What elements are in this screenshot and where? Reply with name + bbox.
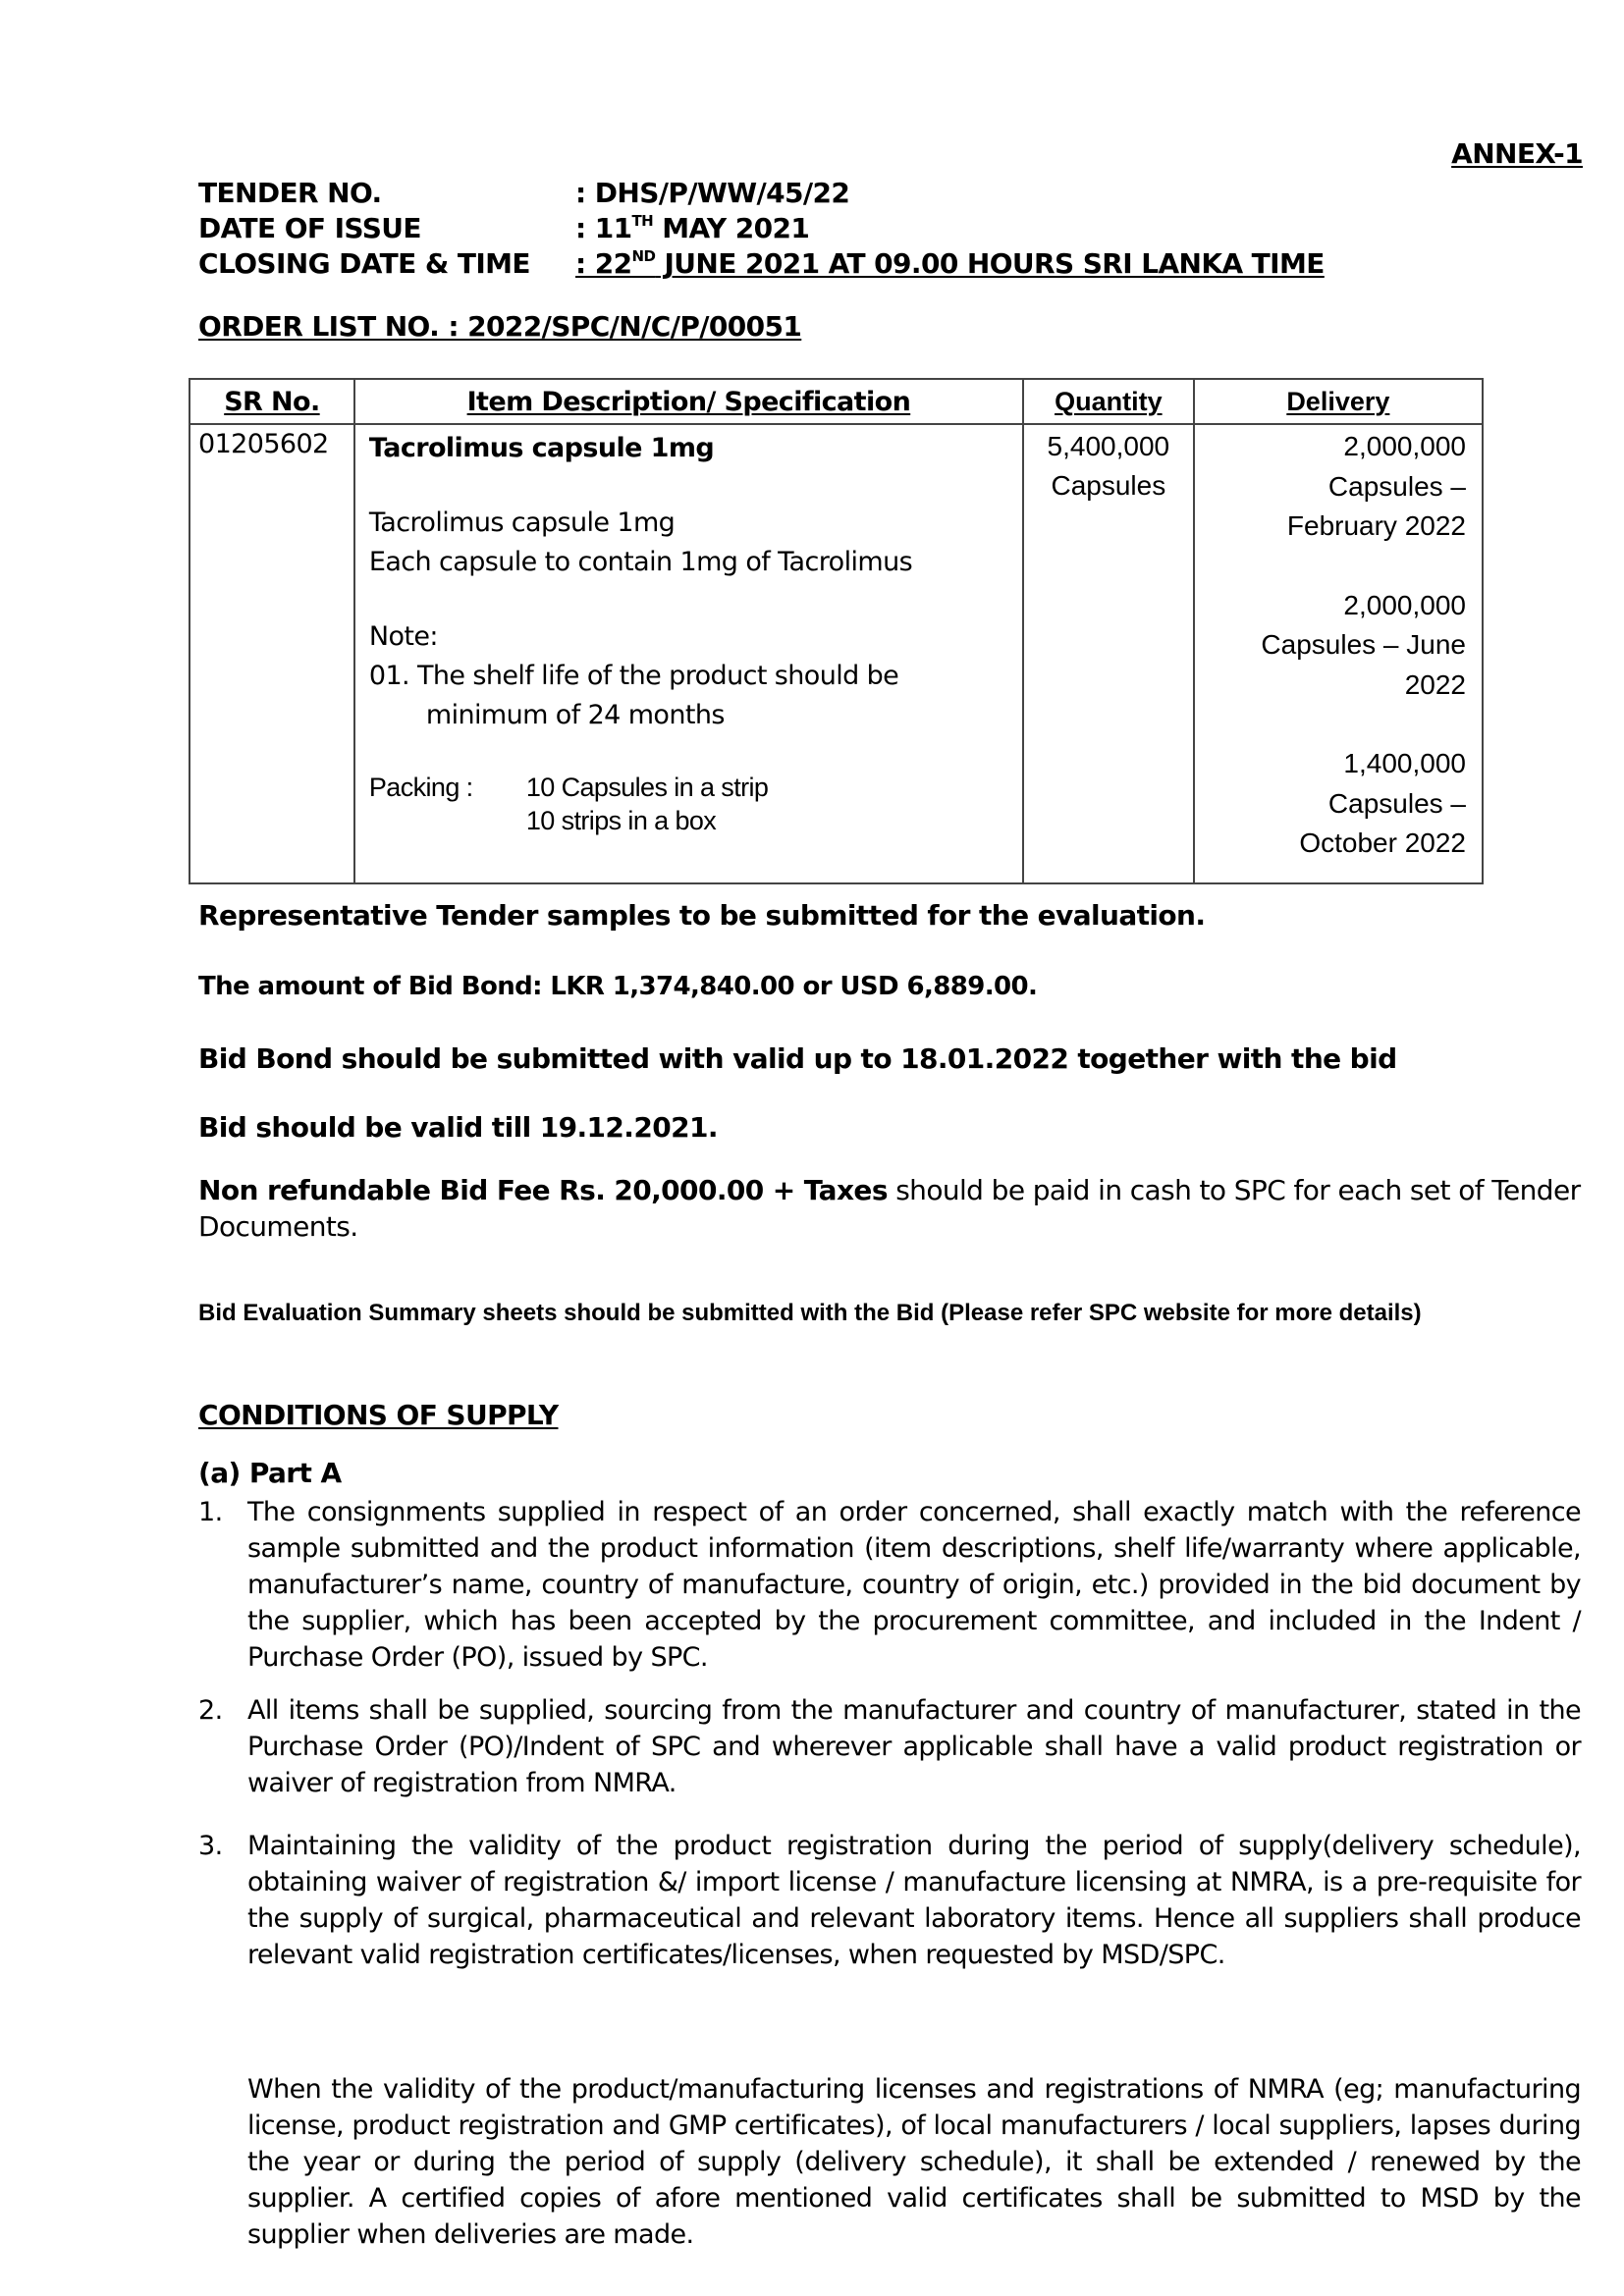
date-of-issue-value: : 11TH MAY 2021 xyxy=(575,212,810,244)
sr-no-cell: 01205602 xyxy=(189,424,354,883)
description-line: Each capsule to contain 1mg of Tacrolimus xyxy=(368,547,913,577)
quantity-value: 5,400,000 xyxy=(1047,431,1170,461)
quantity-cell xyxy=(1023,424,1194,883)
closing-date-row xyxy=(198,247,1325,280)
date-of-issue-label: DATE OF ISSUE xyxy=(198,212,421,244)
bid-bond-validity: Bid Bond should be submitted with valid up to 18.01.2022 together with the bid xyxy=(198,1042,1397,1075)
annex-label: ANNEX-1 xyxy=(1451,137,1583,170)
bid-bond-amount: The amount of Bid Bond: LKR 1,374,840.00 or USD 6,889.00. xyxy=(198,972,1038,1001)
part-a-heading: (a) Part A xyxy=(198,1457,342,1489)
item-title: Tacrolimus capsule 1mg xyxy=(368,433,715,463)
bid-fee-amount: Non refundable Bid Fee Rs. 20,000.00 + Taxes xyxy=(198,1174,888,1206)
item-description-cell xyxy=(354,424,1023,883)
bid-fee-text: should be paid in cash to SPC for each set of Tender Documents. xyxy=(198,1174,1581,1243)
note-item: 01. The shelf life of the product should be xyxy=(368,661,899,691)
table-row xyxy=(189,424,1483,883)
column-header-quantity: Quantity xyxy=(1023,379,1194,424)
condition-item: 2. All items shall be supplied, sourcing from the manufacturer and country of manufacturer, stated in the Purchase Order (PO)/Indent of SPC and wherever applicable shall have a valid product registration or waiver of registration from NMRA. xyxy=(198,1695,1581,1798)
quantity-unit: Capsules xyxy=(1051,470,1166,501)
condition-3-continuation: When the validity of the product/manufacturing licenses and registrations of NMRA (eg; manufacturing license, product registration and GMP certificates), of local manufacturers / local suppliers, lapses during the year or during the period of supply (delivery schedule), it shall be extended / renewed by the supplier. A certified copies of afore mentioned valid certificates shall be submitted to MSD by the supplier when deliveries are made. xyxy=(247,2074,1581,2250)
date-of-issue-row xyxy=(198,212,809,244)
samples-notice: Representative Tender samples to be submitted for the evaluation. xyxy=(198,899,1206,932)
packing-line: 10 Capsules in a strip xyxy=(525,773,769,802)
delivery-schedule-item: 2,000,000 Capsules – February 2022 xyxy=(1286,431,1466,541)
packing-info xyxy=(369,771,1022,837)
column-header-item-description: Item Description/ Specification xyxy=(354,379,1023,424)
tender-no-value: : DHS/P/WW/45/22 xyxy=(575,177,850,209)
table-header-row xyxy=(189,379,1483,424)
description-line: Tacrolimus capsule 1mg xyxy=(368,507,676,538)
evaluation-summary-notice: Bid Evaluation Summary sheets should be submitted with the Bid (Please refer SPC website for more details) xyxy=(198,1300,1422,1326)
column-header-sr-no: SR No. xyxy=(189,379,354,424)
conditions-title: CONDITIONS OF SUPPLY xyxy=(198,1399,559,1431)
tender-no-row xyxy=(198,177,849,209)
packing-label: Packing : xyxy=(368,773,473,802)
note-label: Note: xyxy=(368,621,438,652)
note-item-continuation: minimum of 24 months xyxy=(425,700,725,730)
order-list-number: ORDER LIST NO. : 2022/SPC/N/C/P/00051 xyxy=(198,310,802,343)
closing-date-label: CLOSING DATE & TIME xyxy=(198,247,530,280)
delivery-schedule-item: 2,000,000 Capsules – June 2022 xyxy=(1261,589,1466,700)
condition-item: 1. The consignments supplied in respect of an order concerned, shall exactly match with the reference sample submitted and the product information (item descriptions, shelf life/warranty where applicable, manufacturer’s name, country of manufacture, country of origin, etc.) provided in the bid document by the supplier, which has been accepted by the procurement committee, and included in the Indent / Purchase Order (PO), issued by SPC. xyxy=(198,1497,1581,1673)
bid-fee-notice xyxy=(198,1172,1593,1245)
column-header-delivery: Delivery xyxy=(1194,379,1483,424)
delivery-cell xyxy=(1194,424,1483,883)
closing-date-value: : 22ND JUNE 2021 AT 09.00 HOURS SRI LANKA TIME xyxy=(575,247,1325,280)
tender-no-label: TENDER NO. xyxy=(198,177,382,209)
order-items-table xyxy=(189,378,1484,884)
packing-line: 10 strips in a box xyxy=(525,806,717,835)
bid-validity: Bid should be valid till 19.12.2021. xyxy=(198,1111,718,1144)
condition-item: 3. Maintaining the validity of the product registration during the period of supply(delivery schedule), obtaining waiver of registration &/ import license / manufacture licensing at NMRA, is a pre-requisite for the supply of surgical, pharmaceutical and relevant laboratory items. Hence all suppliers shall produce relevant valid registration certificates/licenses, when requested by MSD/SPC. xyxy=(198,1831,1581,1970)
delivery-schedule-item: 1,400,000 Capsules – October 2022 xyxy=(1299,748,1466,858)
